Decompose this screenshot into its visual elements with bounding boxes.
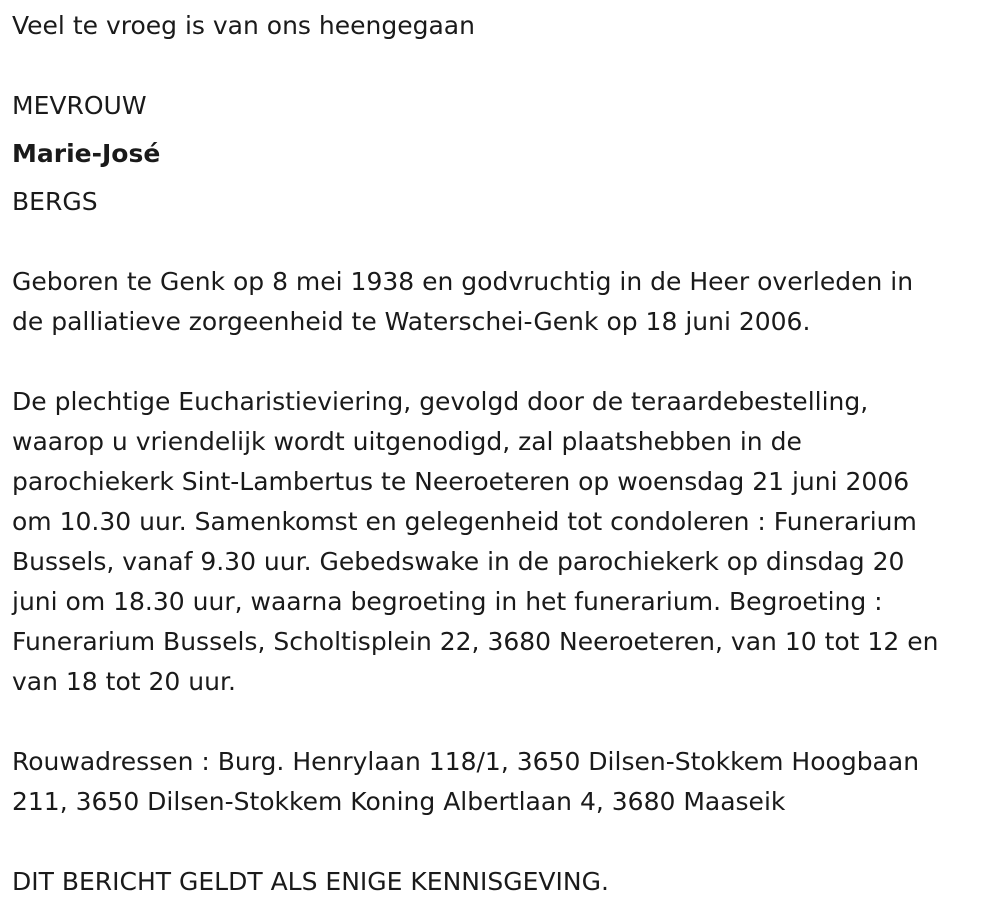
closing-line: DIT BERICHT GELDT ALS ENIGE KENNISGEVING. xyxy=(12,867,609,896)
intro-line: Veel te vroeg is van ons heengegaan xyxy=(12,11,475,40)
text-line: juni om 18.30 uur, waarna begroeting in het funerarium. Begroeting : xyxy=(12,587,883,616)
spacer xyxy=(12,342,987,382)
text-line: waarop u vriendelijk wordt uitgenodigd, zal plaatshebben in de xyxy=(12,427,802,456)
addresses-paragraph xyxy=(12,742,987,822)
last-name: BERGS xyxy=(12,187,98,216)
birth-death-paragraph xyxy=(12,262,987,342)
spacer xyxy=(12,822,987,862)
text-line: van 18 tot 20 uur. xyxy=(12,667,236,696)
text-line: de palliatieve zorgeenheid te Waterschei-Genk op 18 juni 2006. xyxy=(12,307,811,336)
spacer xyxy=(12,222,987,262)
text-line: De plechtige Eucharistieviering, gevolgd door de teraardebestelling, xyxy=(12,387,869,416)
text-line: 211, 3650 Dilsen-Stokkem Koning Albertlaan 4, 3680 Maaseik xyxy=(12,787,786,816)
ceremony-paragraph xyxy=(12,382,987,702)
text-line: Bussels, vanaf 9.30 uur. Gebedswake in de parochiekerk op dinsdag 20 xyxy=(12,547,905,576)
first-name: Marie-José xyxy=(12,139,161,168)
spacer xyxy=(12,46,987,86)
text-line: parochiekerk Sint-Lambertus te Neeroeteren op woensdag 21 juni 2006 xyxy=(12,467,910,496)
death-notice xyxy=(12,6,987,902)
spacer xyxy=(12,702,987,742)
text-line: om 10.30 uur. Samenkomst en gelegenheid tot condoleren : Funerarium xyxy=(12,507,917,536)
text-line: Geboren te Genk op 8 mei 1938 en godvruchtig in de Heer overleden in xyxy=(12,267,914,296)
honorific: MEVROUW xyxy=(12,91,147,120)
text-line: Funerarium Bussels, Scholtisplein 22, 3680 Neeroeteren, van 10 tot 12 en xyxy=(12,627,939,656)
text-line: Rouwadressen : Burg. Henrylaan 118/1, 3650 Dilsen-Stokkem Hoogbaan xyxy=(12,747,920,776)
